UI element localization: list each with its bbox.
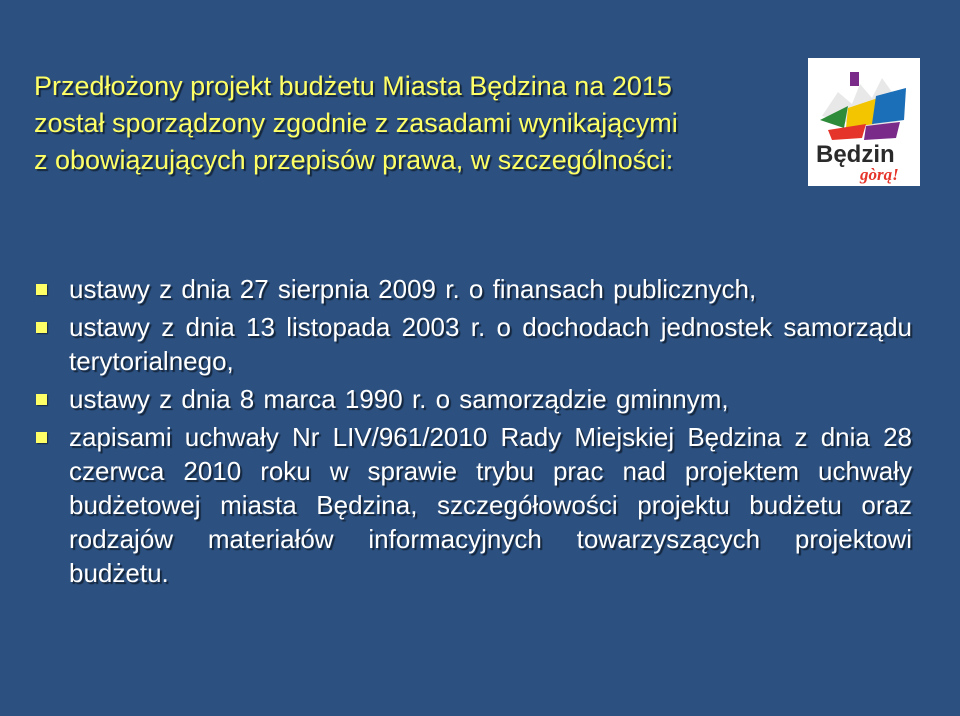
- bullet-text: ustawy z dnia 13 listopada 2003 r. o dochodach jednostek samorządu terytorialnego,: [69, 312, 912, 376]
- square-bullet-icon: [36, 432, 47, 443]
- bedzin-logo-graphic: [808, 58, 920, 186]
- bullet-item: [36, 310, 912, 378]
- bullet-text: ustawy z dnia 27 sierpnia 2009 r. o finansach publicznych,: [69, 274, 757, 304]
- square-bullet-icon: [36, 394, 47, 405]
- bedzin-city-logo: [808, 58, 920, 186]
- title-line-1: Przedłożony projekt budżetu Miasta Będzina na 2015: [34, 71, 672, 101]
- logo-tower-shape: [850, 72, 859, 86]
- square-bullet-icon: [36, 284, 47, 295]
- square-bullet-icon: [36, 322, 47, 333]
- bullet-text: ustawy z dnia 8 marca 1990 r. o samorządzie gminnym,: [69, 384, 729, 414]
- logo-tagline-text: gòrą!: [860, 165, 899, 184]
- bullet-item: [36, 420, 912, 590]
- bullet-item: [36, 382, 912, 416]
- title-line-3: z obowiązujących przepisów prawa, w szczególności:: [34, 145, 674, 175]
- bullet-item: [36, 272, 912, 306]
- slide-title: [34, 68, 794, 179]
- bullet-list: [36, 272, 912, 594]
- title-line-2: został sporządzony zgodnie z zasadami wynikającymi: [34, 108, 678, 138]
- bullet-text: zapisami uchwały Nr LIV/961/2010 Rady Miejskiej Będzina z dnia 28 czerwca 2010 roku w sprawie trybu prac nad projektem uchwały budżetowej miasta Będzina, szczegółowości projektu budżetu oraz rodzajów materiałów informacyjnych towarzyszących projektowi budżetu.: [69, 422, 912, 588]
- logo-name-text: Będzin: [816, 141, 895, 168]
